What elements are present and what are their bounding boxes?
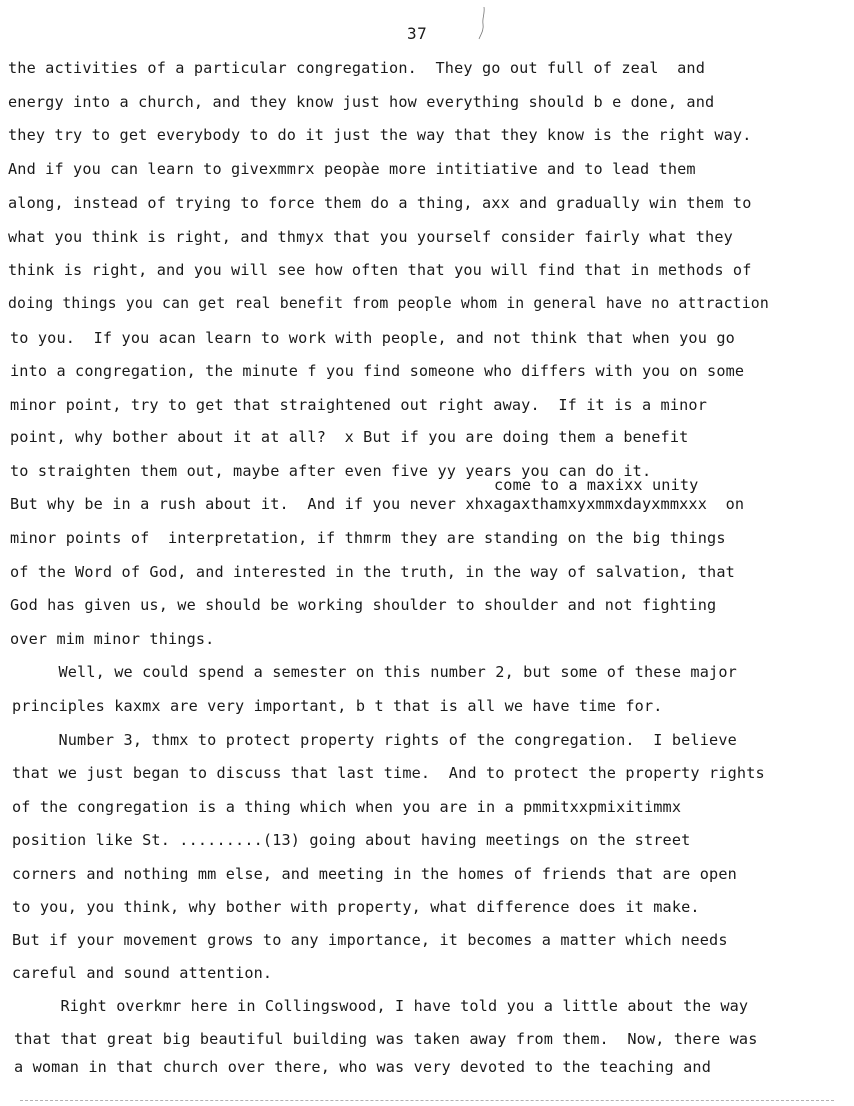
interlinear-insertion: come to a maxixx unity <box>494 476 699 494</box>
text-line: principles kaxmx are very important, b t that is all we have time for. <box>12 697 663 715</box>
text-line: that we just began to discuss that last time. And to protect the property rights <box>12 764 765 782</box>
text-line: to you, you think, why bother with property, what difference does it make. <box>12 898 700 916</box>
text-line: to straighten them out, maybe after even five yy years you can do it. <box>10 462 652 480</box>
text-line: God has given us, we should be working shoulder to shoulder and not fighting <box>10 596 717 614</box>
text-line: position like St. .........(13) going about having meetings on the street <box>12 831 691 849</box>
text-line: corners and nothing mm else, and meeting in the homes of friends that are open <box>12 865 737 883</box>
text-line: minor points of interpretation, if thmrm they are standing on the big things <box>10 529 726 547</box>
text-line: minor point, try to get that straightened out right away. If it is a minor <box>10 396 708 414</box>
text-line: But if your movement grows to any importance, it becomes a matter which needs <box>12 931 728 949</box>
text-line: to you. If you acan learn to work with people, and not think that when you go <box>10 329 735 347</box>
pencil-mark <box>477 6 489 40</box>
text-line: doing things you can get real benefit from people whom in general have no attraction <box>8 295 769 312</box>
text-line: a woman in that church over there, who was very devoted to the teaching and <box>14 1058 712 1076</box>
text-line: what you think is right, and thmyx that you yourself consider fairly what they <box>8 228 733 246</box>
page-number: 37 <box>407 24 428 43</box>
text-line: they try to get everybody to do it just the way that they know is the right way. <box>8 126 752 144</box>
text-line: think is right, and you will see how often that you will find that in methods of <box>8 261 752 279</box>
text-line: into a congregation, the minute f you find someone who differs with you on some <box>10 362 745 380</box>
text-line: of the congregation is a thing which when you are in a pmmitxxpmixitimmx <box>12 798 682 816</box>
text-line: Number 3, thmx to protect property rights of the congregation. I believe <box>12 731 737 749</box>
text-line: Right overkmr here in Collingswood, I have told you a little about the way <box>14 997 749 1015</box>
text-line: point, why bother about it at all? x But if you are doing them a benefit <box>10 428 689 446</box>
text-line: the activities of a particular congregation. They go out full of zeal and <box>8 59 706 77</box>
text-line: that that great big beautiful building was taken away from them. Now, there was <box>14 1030 758 1048</box>
text-line: energy into a church, and they know just how everything should b e done, and <box>8 93 715 111</box>
text-line: over mim minor things. <box>10 630 215 648</box>
text-line: But why be in a rush about it. And if you never xhxagaxthamxyxmmxdayxmmxxx on <box>10 495 745 513</box>
text-line: careful and sound attention. <box>12 964 273 982</box>
text-line: along, instead of trying to force them do a thing, axx and gradually win them to <box>8 194 752 212</box>
text-line: Well, we could spend a semester on this number 2, but some of these major <box>12 663 737 681</box>
text-line: And if you can learn to givexmmrx peopàe more intitiative and to lead them <box>8 160 696 178</box>
text-line: of the Word of God, and interested in the truth, in the way of salvation, that <box>10 563 735 581</box>
page-bottom-edge <box>20 1100 834 1102</box>
